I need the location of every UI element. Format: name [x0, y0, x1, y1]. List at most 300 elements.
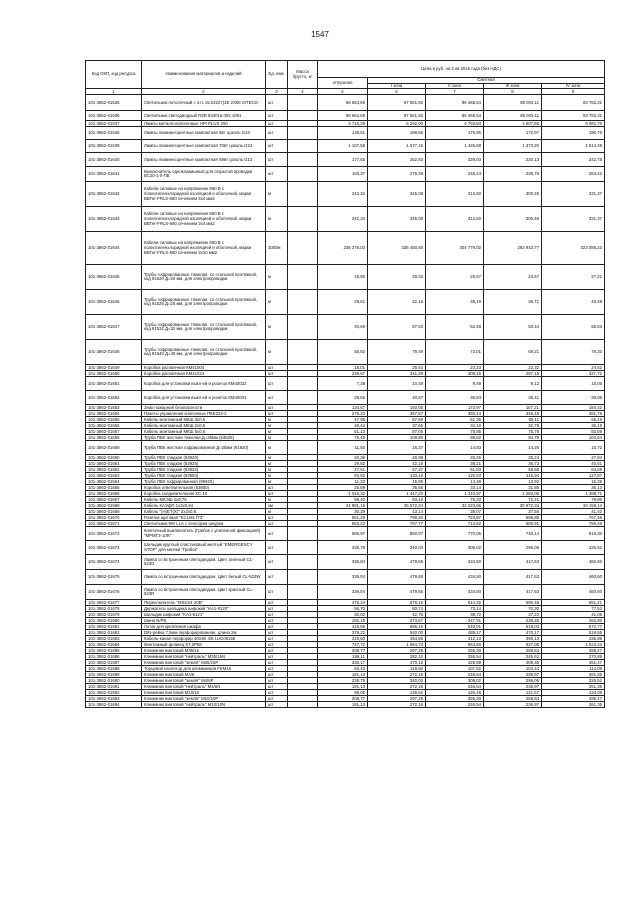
cell-mass: [288, 441, 318, 455]
cell-zone-3-price: 396,13: [484, 636, 542, 642]
cell-name: Светильник 8W LLA с сенсором шнурка: [142, 521, 266, 527]
cell-zone-4-price: 93 782,31: [542, 111, 605, 121]
cell-mass: [288, 391, 318, 405]
cell-code: 101-3862-01660: [86, 455, 142, 461]
cell-zone-2-price: 98,62: [426, 435, 484, 441]
cell-unit: м: [266, 467, 288, 473]
cell-zone-2-price: 246,54: [426, 702, 484, 708]
cell-unit: шт: [266, 111, 288, 121]
cell-zone-4-price: 242,78: [542, 153, 605, 167]
cell-release-price: 238,79: [318, 678, 368, 684]
cell-zone-4-price: 460,60: [542, 555, 605, 570]
cell-zone-3-price: 1 260,06: [484, 491, 542, 497]
cell-zone-2-price: 75,33: [426, 497, 484, 503]
cell-name: Держатель шильдика широкий "KA1-8120": [142, 606, 266, 612]
cell-release-price: 18,01: [318, 365, 368, 371]
cell-release-price: 553,23: [318, 521, 368, 527]
cell-release-price: 279,20: [318, 411, 368, 417]
table-row: [86, 265, 605, 290]
cell-zone-4-price: 134,08: [542, 690, 605, 696]
cell-unit: шт: [266, 672, 288, 678]
cell-zone-3-price: 236,97: [484, 672, 542, 678]
cell-zone-4-price: 327,72: [542, 371, 605, 377]
cell-zone-3-price: 685,91: [484, 521, 542, 527]
cell-code: 101-3862-01689: [86, 672, 142, 678]
cell-mass: [288, 95, 318, 111]
cell-mass: [288, 207, 318, 232]
cell-name: Кабель-канал перфорир 40Х60 4/6 LUC06155: [142, 636, 266, 642]
cell-zone-3-price: 258,84: [484, 648, 542, 654]
cell-release-price: 191,13: [318, 672, 368, 678]
cell-zone-3-price: 296,06: [484, 678, 542, 684]
cell-zone-3-price: 37,56: [484, 509, 542, 515]
cell-zone-1-price: 97 661,92: [368, 95, 426, 111]
cell-code: 101-3862-01688: [86, 666, 142, 672]
cell-code: 101-3862-01653: [86, 405, 142, 411]
cell-zone-1-price: 479,65: [368, 555, 426, 570]
cell-unit: шт: [266, 570, 288, 585]
cell-code: 101-3862-01637: [86, 121, 142, 127]
cell-zone-4-price: 24,62: [542, 365, 605, 371]
cell-mass: [288, 232, 318, 265]
cell-zone-2-price: 38,19: [426, 290, 484, 315]
cell-zone-2-price: 34,10: [426, 423, 484, 429]
price-table: [85, 60, 605, 708]
cell-zone-3-price: 590,46: [484, 600, 542, 606]
cell-zone-4-price: 10,05: [542, 377, 605, 391]
cell-zone-4-price: 331,37: [542, 207, 605, 232]
cell-name: Труба ПВХ гофрированная (96920): [142, 479, 266, 485]
cell-release-price: 561,25: [318, 515, 368, 521]
cell-zone-1-price: 273,67: [368, 618, 426, 624]
cell-name: Клеммник винтовой "нейтраль" М10/10N: [142, 702, 266, 708]
cell-code: 101-3862-01652: [86, 391, 142, 405]
cell-unit: шт: [266, 660, 288, 666]
cell-zone-3-price: 470,17: [484, 630, 542, 636]
header-zone-4: IV зона: [542, 83, 605, 89]
cell-mass: [288, 541, 318, 555]
cell-unit: шт: [266, 606, 288, 612]
cell-zone-1-price: 28,99: [368, 455, 426, 461]
cell-release-price: 76,45: [318, 435, 368, 441]
cell-code: 101-3862-01687: [86, 660, 142, 666]
cell-zone-4-price: 104,54: [542, 435, 605, 441]
cell-name: Клеммник винтовой М4/6: [142, 672, 266, 678]
cell-name: Трубы гофрированные тяжелая, со стальной протяжкой, код 91520 Д=20 мм, для электропроводки: [142, 265, 266, 290]
cell-zone-2-price: 173,97: [426, 405, 484, 411]
cell-code: 101-3862-01658: [86, 435, 142, 441]
cell-mass: [288, 702, 318, 708]
cell-zone-3-price: 172,97: [484, 127, 542, 140]
cell-name: Клеммник винтовой "земля" М35/16P: [142, 660, 266, 666]
cell-code: 101-3862-01667: [86, 497, 142, 503]
cell-name: Выключатель одноклавишный для открытой проводки ВС20-1-0-ПБ: [142, 167, 266, 182]
table-row: [86, 111, 605, 121]
cell-name: Кабель монтажный МКШ 3х0,5: [142, 417, 266, 423]
cell-zone-3-price: 30 972,34: [484, 503, 542, 509]
column-number: 5: [318, 89, 368, 95]
cell-zone-3-price: 927,05: [484, 642, 542, 648]
cell-zone-2-price: 614,32: [426, 600, 484, 606]
cell-zone-4-price: 34 159,14: [542, 503, 605, 509]
cell-name: Клеммник винтовой "земля" М10/10P: [142, 696, 266, 702]
cell-zone-2-price: 269,30: [426, 696, 484, 702]
cell-code: 101-3862-01661: [86, 461, 142, 467]
cell-release-price: 596,97: [318, 527, 368, 541]
cell-code: 101-3862-01659: [86, 441, 142, 455]
cell-zone-2-price: 25,67: [426, 265, 484, 290]
cell-release-price: 30,02: [318, 612, 368, 618]
cell-zone-3-price: 59,11: [484, 417, 542, 423]
cell-release-price: 40,68: [318, 315, 368, 340]
cell-zone-2-price: 120,63: [426, 473, 484, 479]
column-number: 1: [86, 89, 142, 95]
cell-zone-1-price: 83,16: [368, 497, 426, 503]
cell-zone-3-price: 75,79: [484, 429, 542, 435]
cell-mass: [288, 377, 318, 391]
cell-name: Шина N/PE: [142, 618, 266, 624]
cell-zone-2-price: 434,50: [426, 570, 484, 585]
column-number: 6: [368, 89, 426, 95]
cell-zone-2-price: 38,21: [426, 461, 484, 467]
cell-zone-3-price: 24,67: [484, 265, 542, 290]
cell-release-price: 83,43: [318, 666, 368, 672]
column-number: 9: [542, 89, 605, 95]
cell-zone-3-price: 36,71: [484, 290, 542, 315]
cell-unit: шт: [266, 678, 288, 684]
cell-zone-4-price: 262,80: [542, 618, 605, 624]
cell-zone-1-price: 37,65: [368, 423, 426, 429]
cell-zone-2-price: 4 793,84: [426, 121, 484, 127]
cell-zone-2-price: 23,23: [426, 365, 484, 371]
column-number: 2: [142, 89, 266, 95]
cell-release-price: 336,84: [318, 585, 368, 600]
cell-zone-3-price: 300,45: [484, 182, 542, 207]
cell-zone-3-price: 50,44: [484, 315, 542, 340]
cell-mass: [288, 570, 318, 585]
header-mass: Масса брутто, кг: [288, 61, 318, 89]
table-body: [86, 95, 605, 708]
cell-zone-3-price: 121,57: [484, 690, 542, 696]
cell-zone-4-price: 285,47: [542, 648, 605, 654]
cell-unit: шт: [266, 585, 288, 600]
cell-name: Трубы гофрированные тяжелая, со стальной протяжкой, код 91525 Д=25 мм, для электропроводки: [142, 290, 266, 315]
cell-name: Светильник светодиодный RZB 633016.002 1081: [142, 111, 266, 121]
cell-release-price: 208,77: [318, 696, 368, 702]
cell-unit: м: [266, 479, 288, 485]
cell-zone-4-price: 261,35: [542, 672, 605, 678]
table-row: [86, 570, 605, 585]
cell-zone-3-price: 409,35: [484, 660, 542, 666]
cell-name: Трубы гофрированные тяжелая, со стальной протяжкой, код 91540 Д=40 мм, для электропроводки: [142, 340, 266, 365]
cell-code: 101-3862-01642: [86, 182, 142, 207]
cell-release-price: 330,17: [318, 660, 368, 666]
cell-zone-2-price: 308,02: [426, 678, 484, 684]
cell-code: 101-3862-01691: [86, 684, 142, 690]
cell-unit: шт: [266, 377, 288, 391]
cell-code: 101-3862-01639: [86, 140, 142, 153]
cell-zone-1-price: 345,08: [368, 182, 426, 207]
cell-unit: шт: [266, 642, 288, 648]
cell-zone-2-price: 412,13: [426, 636, 484, 642]
cell-zone-4-price: 1 022,43: [542, 642, 605, 648]
cell-zone-4-price: 323 085,23: [542, 232, 605, 265]
cell-code: 101-3862-01669: [86, 509, 142, 515]
cell-name: Лампа со встроенным светодиодом. Цвет красный CL-523R: [142, 585, 266, 600]
cell-release-price: 242,34: [318, 207, 368, 232]
cell-release-price: 379,22: [318, 630, 368, 636]
cell-zone-3-price: 72,41: [484, 497, 542, 503]
cell-zone-1-price: 36,58: [368, 485, 426, 491]
cell-name: Кнопочный выключатель (Грибок с усиленной фиксацией) "MPMT3-10R": [142, 527, 266, 541]
cell-code: 101-3862-01635: [86, 95, 142, 111]
cell-release-price: 55,82: [318, 340, 368, 365]
cell-release-price: 93,52: [318, 473, 368, 479]
cell-zone-2-price: 9,49: [426, 377, 484, 391]
cell-unit: шт: [266, 630, 288, 636]
cell-release-price: 208,77: [318, 648, 368, 654]
cell-zone-3-price: 85 003,11: [484, 111, 542, 121]
cell-zone-1-price: 42,16: [368, 290, 426, 315]
cell-zone-4-price: 1 514,49: [542, 140, 605, 153]
cell-zone-3-price: 417,63: [484, 570, 542, 585]
cell-zone-1-price: 336 450,60: [368, 232, 426, 265]
cell-unit: шт: [266, 612, 288, 618]
cell-zone-2-price: 255,54: [426, 654, 484, 660]
cell-name: Торцевой изолятор для клеммников FEM16: [142, 666, 266, 672]
cell-release-price: 236 278,03: [318, 232, 368, 265]
cell-release-price: 238,79: [318, 541, 368, 555]
cell-code: 101-3862-01641: [86, 167, 142, 182]
cell-unit: м: [266, 265, 288, 290]
cell-zone-4-price: 285,47: [542, 696, 605, 702]
cell-zone-4-price: 518,55: [542, 630, 605, 636]
cell-name: Коробка ответвительная (53800): [142, 485, 266, 491]
cell-code: 101-3862-01683: [86, 636, 142, 642]
cell-name: Клеммник винтовой М10/10: [142, 690, 266, 696]
cell-unit: шт: [266, 527, 288, 541]
cell-unit: м: [266, 429, 288, 435]
cell-code: 101-3862-01666: [86, 491, 142, 497]
cell-release-price: 242,34: [318, 182, 368, 207]
cell-zone-2-price: 61,35: [426, 417, 484, 423]
cell-zone-1-price: 297,28: [368, 648, 426, 654]
cell-release-price: 418,68: [318, 624, 368, 630]
column-number: 8: [484, 89, 542, 95]
cell-code: 101-3862-01693: [86, 696, 142, 702]
table-row: [86, 441, 605, 455]
cell-zone-4-price: 436,89: [542, 636, 605, 642]
cell-unit: м: [266, 417, 288, 423]
cell-zone-2-price: 247,91: [426, 618, 484, 624]
cell-unit: шт: [266, 684, 288, 690]
cell-unit: м: [266, 423, 288, 429]
cell-unit: шт: [266, 666, 288, 672]
cell-zone-4-price: 184,42: [542, 405, 605, 411]
cell-unit: шт: [266, 541, 288, 555]
cell-zone-1-price: 67,37: [368, 467, 426, 473]
cell-zone-1-price: 42,76: [368, 612, 426, 618]
cell-zone-3-price: 4 607,66: [484, 121, 542, 127]
cell-zone-4-price: 1 389,71: [542, 491, 605, 497]
cell-zone-3-price: 69,21: [484, 340, 542, 365]
cell-name: Труба ПВХ гладкая (63925): [142, 461, 266, 467]
cell-name: Коробка для установки выкл-ей и розеток КМ40001: [142, 391, 266, 405]
cell-mass: [288, 153, 318, 167]
table-row: [86, 555, 605, 570]
cell-code: 101-3862-01672: [86, 527, 142, 541]
cell-name: Труба ПВХ гладкая (63932): [142, 467, 266, 473]
cell-code: 101-3862-01657: [86, 429, 142, 435]
cell-unit: шт: [266, 371, 288, 377]
cell-name: Кабели силовые на напряжение 660 В с полиэтиленхлоридной изоляцией и оболочкой, марки ВВГнг-FRLS-660 сечением 3х10 мм2: [142, 232, 266, 265]
cell-zone-3-price: 297,15: [484, 371, 542, 377]
cell-release-price: 11,23: [318, 479, 368, 485]
cell-release-price: 47,51: [318, 467, 368, 473]
cell-zone-4-price: 326,52: [542, 678, 605, 684]
cell-unit: шт: [266, 636, 288, 642]
cell-code: 101-3862-01636: [86, 111, 142, 121]
cell-zone-3-price: 236,97: [484, 684, 542, 690]
cell-zone-1-price: 15,99: [368, 479, 426, 485]
cell-mass: [288, 527, 318, 541]
cell-release-price: 25,69: [318, 485, 368, 491]
cell-zone-3-price: 94,79: [484, 435, 542, 441]
cell-name: Лампы люминесцентные компактная 9вт цоколь G23: [142, 127, 266, 140]
cell-name: Коробка для установки выкл-ей и розеток КМ40022: [142, 377, 266, 391]
cell-zone-4-price: 40,51: [542, 461, 605, 467]
cell-zone-4-price: 15,35: [542, 479, 605, 485]
cell-code: 101-3862-01648: [86, 340, 142, 365]
cell-zone-1-price: 470,15: [368, 660, 426, 666]
cell-name: Кабель МКЭШ 2х0,75: [142, 497, 266, 503]
cell-code: 101-3862-01645: [86, 265, 142, 290]
cell-code: 101-3862-01646: [86, 290, 142, 315]
cell-zone-1-price: 340,03: [368, 541, 426, 555]
cell-mass: [288, 555, 318, 570]
cell-zone-3-price: 220,13: [484, 153, 542, 167]
cell-code: 101-3862-01662: [86, 467, 142, 473]
cell-code: 101-3862-01665: [86, 485, 142, 491]
cell-code: 101-3862-01681: [86, 624, 142, 630]
cell-zone-2-price: 770,05: [426, 527, 484, 541]
cell-zone-2-price: 723,97: [426, 515, 484, 521]
cell-release-price: 134,67: [318, 405, 368, 411]
cell-zone-4-price: 41,05: [542, 612, 605, 618]
cell-unit: м: [266, 435, 288, 441]
cell-zone-3-price: 36,73: [484, 461, 542, 467]
cell-code: 101-3862-01692: [86, 690, 142, 696]
cell-unit: шт: [266, 405, 288, 411]
cell-zone-3-price: 417,63: [484, 555, 542, 570]
cell-name: Кабели силовые на напряжение 660 В с полиэтиленхлоридной изоляцией и оболочкой, марки ВВГнг-FRLS-660 сечением 3х4 мм2: [142, 207, 266, 232]
cell-zone-2-price: 434,50: [426, 585, 484, 600]
cell-code: 101-3862-01678: [86, 606, 142, 612]
cell-zone-1-price: 67,69: [368, 417, 426, 423]
cell-zone-3-price: 37,22: [484, 612, 542, 618]
cell-zone-2-price: 86 468,54: [426, 111, 484, 121]
cell-zone-3-price: 115,94: [484, 473, 542, 479]
cell-zone-3-price: 58,66: [484, 467, 542, 473]
cell-release-price: 239,67: [318, 371, 368, 377]
table-row: [86, 207, 605, 232]
cell-zone-1-price: 5 292,00: [368, 121, 426, 127]
cell-zone-3-price: 695,86: [484, 515, 542, 521]
cell-zone-4-price: 451,47: [542, 660, 605, 666]
cell-unit: шт: [266, 600, 288, 606]
cell-zone-4-price: 331,37: [542, 182, 605, 207]
cell-release-price: 30,29: [318, 509, 368, 515]
cell-zone-4-price: 83,59: [542, 429, 605, 435]
header-price-group: Цена в руб. на 2 кв 2016 года (без НДС): [318, 61, 605, 78]
cell-zone-4-price: 460,60: [542, 585, 605, 600]
cell-release-price: 56,70: [318, 606, 368, 612]
cell-unit: м: [266, 182, 288, 207]
cell-zone-3-price: 167,21: [484, 405, 542, 411]
cell-unit: шт: [266, 167, 288, 182]
cell-unit: шт: [266, 95, 288, 111]
cell-zone-2-price: 312,60: [426, 207, 484, 232]
cell-unit: шт: [266, 491, 288, 497]
cell-zone-2-price: 964,50: [426, 642, 484, 648]
cell-zone-1-price: 40,67: [368, 391, 426, 405]
cell-zone-4-price: 27,84: [542, 455, 605, 461]
cell-zone-3-price: 346,16: [484, 411, 542, 417]
cell-zone-2-price: 39,07: [426, 509, 484, 515]
table-header: [86, 61, 605, 95]
cell-zone-3-price: 1 373,20: [484, 140, 542, 153]
cell-zone-3-price: 70,30: [484, 606, 542, 612]
cell-unit: шт: [266, 485, 288, 491]
cell-zone-1-price: 799,20: [368, 515, 426, 521]
column-number: 7: [426, 89, 484, 95]
cell-zone-4-price: 41,42: [542, 509, 605, 515]
cell-name: Розетка щитовая "ECLM1 f73": [142, 515, 266, 521]
cell-release-price: 20,36: [318, 455, 368, 461]
cell-release-price: 68 664,69: [318, 111, 368, 121]
cell-unit: шт: [266, 648, 288, 654]
cell-unit: 1000м: [266, 232, 288, 265]
cell-unit: шт: [266, 690, 288, 696]
cell-unit: шт: [266, 702, 288, 708]
table-row: [86, 377, 605, 391]
cell-zone-4-price: 756,48: [542, 521, 605, 527]
cell-release-price: 3 716,29: [318, 121, 368, 127]
cell-mass: [288, 315, 318, 340]
cell-zone-2-price: 36,84: [426, 391, 484, 405]
cell-zone-2-price: 175,95: [426, 127, 484, 140]
cell-code: 101-3862-01643: [86, 207, 142, 232]
cell-zone-4-price: 261,35: [542, 702, 605, 708]
cell-code: 101-3862-01677: [86, 600, 142, 606]
cell-zone-4-price: 77,53: [542, 606, 605, 612]
cell-zone-3-price: 519,03: [484, 624, 542, 630]
cell-name: Кабель монтажный МКШ 2х0,5: [142, 423, 266, 429]
header-zone-1: I зона: [368, 83, 426, 89]
cell-code: 101-3862-01647: [86, 315, 142, 340]
cell-mass: [288, 182, 318, 207]
cell-zone-4-price: 55,63: [542, 315, 605, 340]
cell-unit: м: [266, 207, 288, 232]
cell-zone-2-price: 126,48: [426, 690, 484, 696]
cell-release-price: 193,37: [318, 167, 368, 182]
cell-zone-4-price: 64,69: [542, 467, 605, 473]
cell-zone-3-price: 296,06: [484, 541, 542, 555]
cell-zone-1-price: 108,86: [368, 435, 426, 441]
table-row: [86, 182, 605, 207]
cell-unit: шт: [266, 624, 288, 630]
cell-zone-3-price: 85 003,11: [484, 95, 542, 111]
